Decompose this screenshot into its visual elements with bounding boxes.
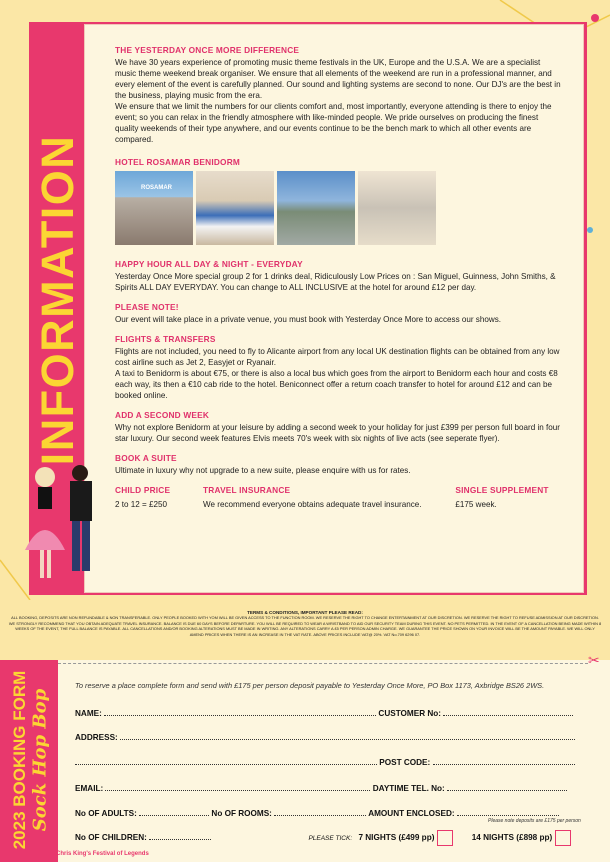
section-heading: BOOK A SUITE: [115, 453, 177, 463]
reserve-instructions: To reserve a place complete form and send with £175 per person deposit payable to Yesterday Once More, PO Box 1173, Axbridge BS26 2WS.: [75, 681, 545, 690]
fifties-couple-illustration: [20, 455, 105, 585]
section-difference: [115, 45, 563, 145]
info-content: [84, 24, 584, 593]
form-row-name: NAME: CUSTOMER No:: [75, 707, 573, 718]
section-paragraph: Why not explore Benidorm at your leisure by adding a second week to your holiday for just £399 per person full board in four star luxury. Our second week features Elvis meets 70's week with six nights of live acts (see seperate flyer).: [115, 423, 560, 443]
hotel-restaurant-photo: [358, 171, 436, 245]
address-field[interactable]: [120, 731, 575, 740]
section-note: [115, 302, 563, 325]
section-paragraph: Our event will take place in a private venue, you must book with Yesterday Once More to access our shows.: [115, 315, 501, 324]
price-columns: [115, 485, 563, 510]
travel-insurance: TRAVEL INSURANCE We recommend everyone obtains adequate travel insurance.: [203, 485, 422, 509]
deposit-note: Please note deposits are £175 per person: [488, 818, 581, 824]
form-row-children: No OF CHILDREN: PLEASE TICK: 7 NIGHTS (£499 pp) 14 NIGHTS (£898 pp): [75, 830, 571, 846]
section-paragraph: We have 30 years experience of promoting music theme festivals in the UK, Europe and the U.S.A. We are a specialist music theme weekend break organiser. We ensure that all elements of the weekend are run in a professional manner, and every element of the event is carefully planned. Our sound and lighting systems are second to none. Our DJ's are the best in the business, playing music from the era.: [115, 58, 561, 100]
cut-line: [58, 663, 588, 664]
section-heading: FLIGHTS & TRANSFERS: [115, 334, 216, 344]
form-row-email: EMAIL: DAYTIME TEL. No:: [75, 782, 567, 793]
section-hotel: [115, 157, 563, 245]
hotel-photos: [115, 171, 563, 245]
section-happy-hour: [115, 259, 563, 293]
section-heading: THE YESTERDAY ONCE MORE DIFFERENCE: [115, 45, 300, 55]
children-field[interactable]: [149, 831, 211, 840]
section-heading: PLEASE NOTE!: [115, 302, 179, 312]
form-row-address: ADDRESS:: [75, 731, 575, 742]
form-row-adults: No OF ADULTS: No OF ROOMS: AMOUNT ENCLOSED:: [75, 807, 559, 818]
name-field[interactable]: [104, 707, 376, 716]
festival-tag: Chris King's Festival of Legends: [56, 851, 149, 857]
scissors-icon: ✂: [588, 652, 600, 668]
email-field[interactable]: [105, 782, 370, 791]
section-paragraph: Yesterday Once More special group 2 for 1 drinks deal, Ridiculously Low Prices on : San Miguel, Guinness, John Smiths, & Spirits ALL DAY EVERYDAY. You can change to ALL INCLUSIVE at the hotel for around £12 per day.: [115, 272, 556, 292]
benidorm-city-photo: [277, 171, 355, 245]
address-field-2[interactable]: [75, 756, 377, 765]
child-price: CHILD PRICE 2 to 12 = £250: [115, 485, 171, 509]
booking-form-title: 2023 BOOKING FORM Sock Hop Bop: [10, 670, 51, 850]
hotel-room-photo: [196, 171, 274, 245]
terms-conditions: TERMS & CONDITIONS, IMPORTANT PLEASE READ: ALL BOOKING, DEPOSITS ARE NON REFUNDABLE & NON TRANSFERABLE. ONLY PEOPLE BOOKED WITH YOM WILL BE GIVEN ACCESS TO THE FUNCTION ROOM. WE RESERVE THE RIGHT TO CHANGE ENTERTAINMENT AT OUR DISCRETION. WE RESERVE THE RIGHT TO REFUSE ADMISSION AT OUR DISCRETION. WE STRONGLY RECOMMEND THAT YOU OBTAIN ADEQUATE TRAVEL INSURANCE. BALANCE IS DUE 60 DAYS BEFORE DEPARTURE. YOU WILL BE REQUIRED TO WEAR A WRISTBAND TO AID OUR SECURITY TEAM DURING THIS EVENT. NO PETS PERMITTED. IN THE EVENT OF A CANCELLATION BEING MADE WITHIN 8 WEEKS OF THE EVENT, THE FULL BALANCE IS PAYABLE. ALL CANCELLATIONS AND/OR BOOKING ALTERATIONS MUST BE MADE IN WRITING. ANY ALTERATIONS CARRY A £5 PER PERSON ADMIN CHARGE. WE GUARANTEE THE PRICE SHOWN ON YOUR INVOICE WILL BE THE AMOUNT PAYABLE. WE WILL ONLY AMEND PRICES WHEN THERE IS AN INCREASE IN THE VAT RATE. ABOVE PRICES INCLUDE VAT@ 20%. VAT No.709 6296 07.: [8, 610, 602, 637]
information-title: INFORMATION: [31, 134, 83, 466]
section-heading: ADD A SECOND WEEK: [115, 410, 210, 420]
adults-field[interactable]: [139, 807, 209, 816]
seven-nights-checkbox[interactable]: [437, 830, 453, 846]
section-second-week: [115, 410, 563, 444]
section-heading: HAPPY HOUR ALL DAY & NIGHT - EVERYDAY: [115, 259, 303, 269]
single-supplement: SINGLE SUPPLEMENT £175 week.: [455, 485, 549, 509]
amount-field[interactable]: [457, 807, 559, 816]
section-paragraph: Ultimate in luxury why not upgrade to a new suite, please enquire with us for rates.: [115, 466, 411, 475]
form-row-postcode: POST CODE:: [75, 756, 575, 767]
section-suite: [115, 453, 563, 476]
section-heading: HOTEL ROSAMAR BENIDORM: [115, 157, 241, 167]
section-paragraph: A taxi to Benidorm is about €75, or there is also a local bus which goes from the airport to Benidorm each hour and costs €8 each way, its then a €10 cab ride to the hotel. Beniconnect offer a return coach transfer to hotel for around £12 and can be booked online.: [115, 369, 558, 400]
fourteen-nights-checkbox[interactable]: [555, 830, 571, 846]
section-paragraph: We ensure that we limit the numbers for our clients comfort and, most importantly, everyone attending is there to enjoy the event; so you can relax in the friendly atmosphere with like-minded people. We pride ourselves on producing the finest quality weekends of their type anywhere, and our events continue to be the bench mark to which all other events are compared.: [115, 102, 552, 144]
section-flights: [115, 334, 563, 401]
post-code-field[interactable]: [433, 756, 575, 765]
customer-no-field[interactable]: [443, 707, 573, 716]
daytime-tel-field[interactable]: [447, 782, 567, 791]
rooms-field[interactable]: [274, 807, 366, 816]
hotel-exterior-photo: ROSAMAR: [115, 171, 193, 245]
section-paragraph: Flights are not included, you need to fly to Alicante airport from any local UK destination flights can be obtained from any low cost airline such as Jet 2, Easyjet or Ryanair.: [115, 347, 560, 367]
